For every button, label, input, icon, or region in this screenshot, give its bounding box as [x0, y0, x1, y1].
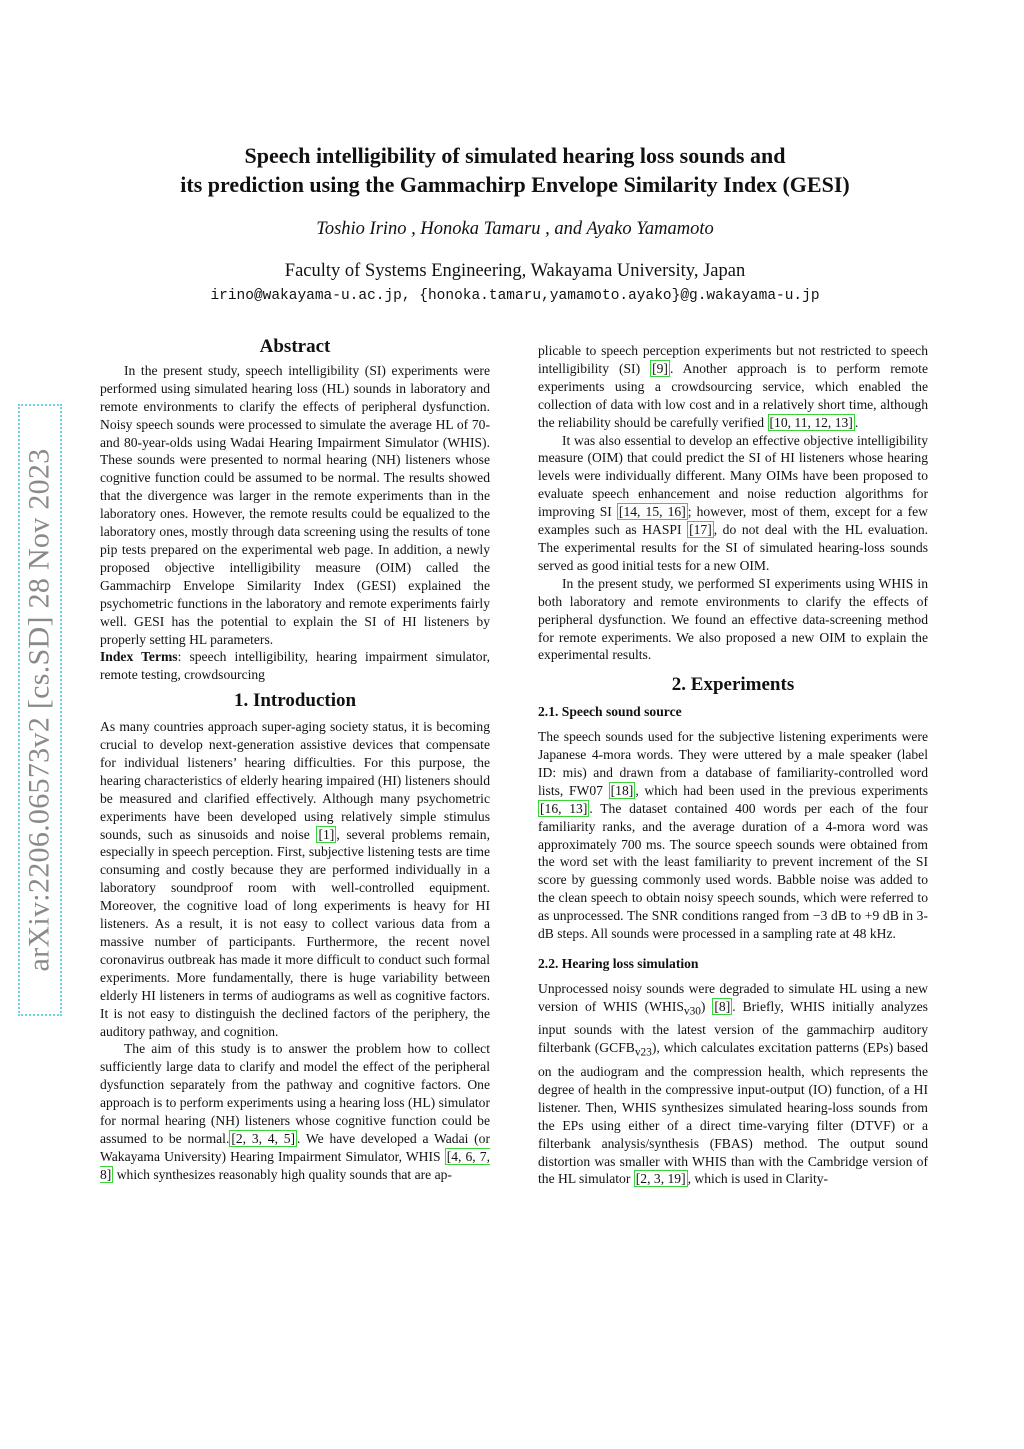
citation-link[interactable]: [1]: [318, 826, 335, 842]
citation-link[interactable]: [9]: [652, 360, 668, 376]
intro-paragraph-1: As many countries approach super-aging society status, it is becoming crucial to develop next-generation assistive devices that compensate for individual listeners’ hearing difficulties. For this purpose, the hearing characteristics of elderly hearing impaired (HI) listeners should be measured and clarified effectively. Although many psychometric experiments have been developed using relatively simple stimulus sounds, such as sinusoids and noise [1] , several problems remain, especially in speech perception. First, subjective listening tests are time consuming and costly because they are performed individually in a laboratory soundproof room with well-controlled equipment. Moreover, the cognitive load of long experiments is heavy for HI listeners. As a result, it is not easy to collect various data from a massive number of participants. Furthermore, the recent novel coronavirus outbreak has made it more difficult to conduct such formal experiments. More fundamentally, there is huge variability between elderly HI listeners in terms of audiograms as well as cognitive factors. It is not easy to distinguish the declined factors of the periphery, the auditory pathway, and cognition.: [100, 719, 490, 1039]
abstract-text: In the present study, speech intelligibility (SI) experiments were performed using simulated hearing loss (HL) sounds in laboratory and remote environments to clarify the effects of peripheral dysfunction. Noisy speech sounds were processed to simulate the average HL of 70- and 80-year-olds using Wadai Hearing Impairment Simulator (WHIS). These sounds were presented to normal hearing (NH) listeners whose cognitive function could be assumed to be normal. The results showed that the divergence was larger in the remote experiments than in the laboratory ones. However, the remote results could be equalized to the laboratory ones, mostly through data screening using the results of tone pip tests prepared on the experimental web page. In addition, a newly proposed objective intelligibility measure (OIM) called the Gammachirp Envelope Similarity Index (GESI) explained the psychometric functions in the laboratory and remote experiments fairly well. GESI has the potential to explain the SI of HI listeners by properly setting HL parameters.: [100, 362, 490, 647]
citation-link[interactable]: [17]: [689, 522, 712, 538]
citation-link[interactable]: [4, 6, 7, 8]: [100, 1148, 490, 1182]
hl-simulation-paragraph: Unprocessed noisy sounds were degraded to simulate HL using a new version of WHIS $(WHIS_{v30})$ [8] . Briefly, WHIS initially analyzes input sounds with the latest version of the gammachirp auditory filterbank $(GCFB_{v23})$, which calculates excitation patterns (EPs) based on the audiogram and the compression health, which represents the degree of health in the compressive input-output (IO) function, of a HI listener. Then, WHIS synthesizes simulated hearing-loss sounds from the EPs using either of a direct time-varying filter (DTVF) or a filterbank analysis/synthesis (FBAS) method. The output sound distortion was smaller with WHIS than with the Cambridge version of the HL simulator [2, 3, 19] , which is used in Clarity-: [538, 980, 928, 1187]
index-terms: [100, 648, 490, 684]
citation-link[interactable]: [14, 15, 16]: [618, 504, 686, 520]
experiments-heading: 2. Experiments: [671, 674, 795, 696]
arxiv-identifier: arXiv:2206.06573v2 [cs.SD] 28 Nov 2023: [23, 448, 56, 972]
author-emails: irino@wakayama-u.ac.jp, {honoka.tamaru,yamamoto.ayako}@g.wakayama-u.jp: [210, 288, 820, 304]
citation-link[interactable]: [18]: [610, 782, 634, 798]
arxiv-stamp: [18, 404, 62, 1016]
author-list: Toshio Irino , Honoka Tamaru , and Ayako Yamamoto: [316, 219, 714, 239]
citation-link[interactable]: [8]: [714, 998, 731, 1014]
citation-link[interactable]: [2, 3, 4, 5]: [231, 1130, 296, 1146]
left-column: [100, 338, 490, 1184]
hl-simulation-heading: 2.2. Hearing loss simulation: [538, 956, 699, 971]
speech-source-paragraph: The speech sounds used for the subjective listening experiments were Japanese 4-mora words. They were uttered by a male speaker (label ID: mis) and drawn from a database of familiarity-controlled word lists, FW07 [18] , which had been used in the previous experiments [16, 13] . The dataset contained 400 words per each of the four familiarity ranks, and the average duration of a 4-mora word was approximately 700 ms. The source speech sounds were obtained from the word set with the least familiarity to prevent increment of the SI score by guessing commonly used words. Babble noise was added to the clean speech to obtain noisy speech sounds, which were referred to as unprocessed. The SNR conditions ranged from −3 dB to +9 dB in 3-dB steps. All sounds were processed in a sampling rate at 48 kHz.: [538, 729, 928, 942]
citation-link[interactable]: [10, 11, 12, 13]: [769, 414, 853, 430]
paper-title: [100, 141, 930, 199]
right-column: [538, 342, 928, 1188]
title-line-1: Speech intelligibility of simulated hearing loss sounds and: [244, 143, 786, 168]
intro-paragraph-3: plicable to speech perception experiments but not restricted to speech intelligibility (SI) [9] . Another approach is to perform remote experiments using a crowdsourcing service, which enabled the collection of data with low cost and in a relatively short time, although the reliability should be carefully verified [10, 11, 12, 13] .: [538, 343, 928, 430]
citation-link[interactable]: [2, 3, 19]: [635, 1171, 686, 1187]
intro-paragraph-5: In the present study, we performed SI experiments using WHIS in both laboratory and remote environments to clarify the effects of peripheral dysfunction. We found an effective data-screening method for remote experiments. We also proposed a new OIM to explain the experimental results.: [538, 575, 928, 663]
intro-paragraph-2: The aim of this study is to answer the problem how to collect sufficiently large data to clarify and model the effect of the peripheral dysfunction separately from the pathway and cognitive factors. One approach is to perform experiments using a hearing loss (HL) simulator for normal hearing (NH) listeners whose cognitive function could be assumed to be normal. [2, 3, 4, 5] . We have developed a Wadai (or Wakayama University) Hearing Impairment Simulator, WHIS [4, 6, 7, 8] which synthesizes reasonably high quality sounds that are ap-: [100, 1041, 490, 1182]
intro-paragraph-4: It was also essential to develop an effective objective intelligibility measure (OIM) that could predict the SI of HI listeners whose hearing levels were individually different. Many OIMs have been proposed to evaluate speech enhancement and noise reduction algorithms for improving SI [14, 15, 16] ; however, most of them, except for a few examples such as HASPI [17] , do not deal with the HL evaluation. The experimental results for the SI of simulated hearing-loss sounds served as good initial tests for a new OIM.: [538, 432, 929, 573]
speech-source-heading: 2.1. Speech sound source: [538, 704, 682, 720]
index-terms-label: Index Terms: [100, 649, 178, 665]
affiliation: Faculty of Systems Engineering, Wakayama University, Japan: [284, 261, 746, 281]
introduction-heading: 1. Introduction: [233, 690, 357, 712]
abstract-heading: Abstract: [259, 336, 331, 357]
title-line-2: its prediction using the Gammachirp Envelope Similarity Index (GESI): [180, 172, 850, 197]
citation-link[interactable]: [16, 13]: [540, 800, 588, 816]
index-terms-text: : speech intelligibility, hearing impairment simulator, remote testing, crowdsourcing: [100, 649, 490, 683]
